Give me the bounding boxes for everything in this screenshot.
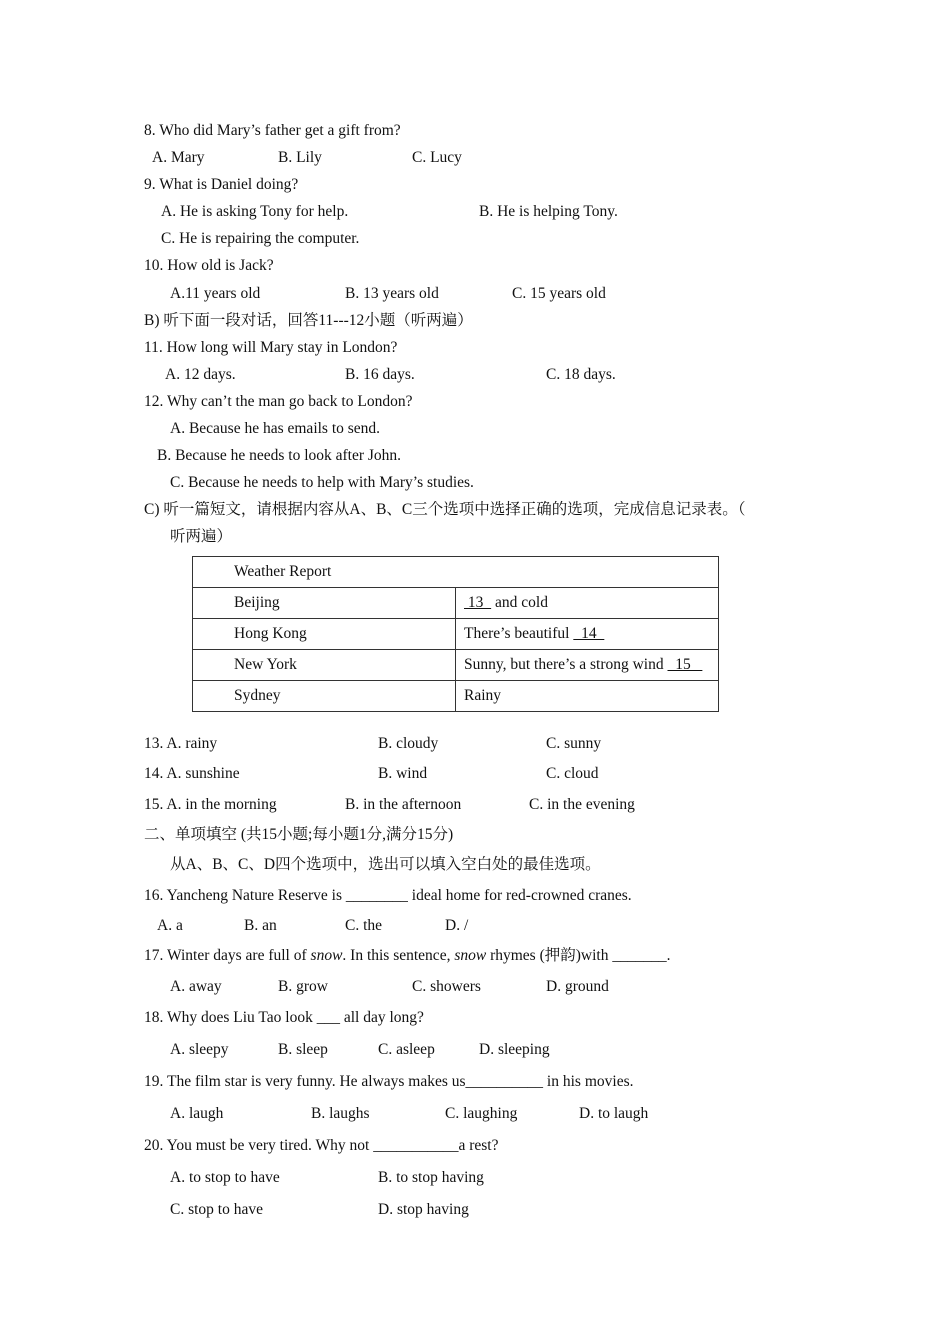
table-header-row <box>193 557 719 588</box>
question-17-stem: 17. Winter days are full of snow. In this sentence, snow rhymes (押韵)with _______. <box>144 947 671 964</box>
question-20-option-b: B. to stop having <box>378 1169 484 1186</box>
city-cell: Hong Kong <box>193 619 456 650</box>
section-b-heading: B) 听下面一段对话，回答11---12小题（听两遍） <box>144 312 473 329</box>
question-12-option-c: C. Because he needs to help with Mary’s studies. <box>170 474 474 491</box>
question-9-option-b: B. He is helping Tony. <box>479 203 618 220</box>
question-20-option-d: D. stop having <box>378 1201 469 1218</box>
question-15-option-b: B. in the afternoon <box>345 796 462 813</box>
weather-cell: Rainy <box>456 681 719 712</box>
table-row <box>193 588 719 619</box>
question-18-option-c: C. asleep <box>378 1041 435 1058</box>
question-13-option-a: 13. A. rainy <box>144 735 218 752</box>
question-8-option-a: A. Mary <box>152 149 205 166</box>
question-19-option-a: A. laugh <box>170 1105 224 1122</box>
question-18-option-d: D. sleeping <box>479 1041 550 1058</box>
question-14-option-c: C. cloud <box>546 765 599 782</box>
question-19-option-d: D. to laugh <box>579 1105 649 1122</box>
question-9-option-c: C. He is repairing the computer. <box>161 230 360 247</box>
question-17-option-a: A. away <box>170 978 222 995</box>
city-cell: Beijing <box>193 588 456 619</box>
question-12-option-a: A. Because he has emails to send. <box>170 420 381 437</box>
weather-cell: There’s beautiful 14 <box>456 619 719 650</box>
question-13-option-c: C. sunny <box>546 735 602 752</box>
question-11-option-b: B. 16 days. <box>345 366 415 383</box>
question-16-option-d: D. / <box>445 917 469 934</box>
part-2-instruction: 从A、B、C、D四个选项中，选出可以填入空白处的最佳选项。 <box>170 856 601 873</box>
question-18-option-a: A. sleepy <box>170 1041 229 1058</box>
question-10-option-b: B. 13 years old <box>345 285 439 302</box>
question-20-stem: 20. You must be very tired. Why not ___________a rest? <box>144 1137 499 1154</box>
question-16-option-c: C. the <box>345 917 383 934</box>
question-10-option-c: C. 15 years old <box>512 285 606 302</box>
blank-15: 15 <box>667 656 703 673</box>
question-10-option-a: A.11 years old <box>170 285 261 302</box>
part-2-title: 二、单项填空 (共15小题;每小题1分,满分15分) <box>144 826 454 843</box>
weather-cell: Sunny, but there’s a strong wind 15 <box>456 650 719 681</box>
question-11-option-c: C. 18 days. <box>546 366 616 383</box>
question-19-option-b: B. laughs <box>311 1105 370 1122</box>
section-c-heading: C) 听一篇短文，请根据内容从A、B、C三个选项中选择正确的选项，完成信息记录表。（ <box>144 501 746 518</box>
question-20-option-c: C. stop to have <box>170 1201 263 1218</box>
question-9-option-a: A. He is asking Tony for help. <box>161 203 349 220</box>
question-14-option-a: 14. A. sunshine <box>144 765 240 782</box>
question-10-stem: 10. How old is Jack? <box>144 257 274 274</box>
table-row <box>193 619 719 650</box>
blank-14: 14 <box>573 625 605 642</box>
question-18-stem: 18. Why does Liu Tao look ___ all day long? <box>144 1009 424 1026</box>
question-20-option-a: A. to stop to have <box>170 1169 280 1186</box>
question-9-stem: 9. What is Daniel doing? <box>144 176 299 193</box>
question-13-option-b: B. cloudy <box>378 735 439 752</box>
question-17-option-c: C. showers <box>412 978 481 995</box>
question-17-option-b: B. grow <box>278 978 328 995</box>
question-12-stem: 12. Why can’t the man go back to London? <box>144 393 413 410</box>
question-15-option-a: 15. A. in the morning <box>144 796 277 813</box>
question-12-option-b: B. Because he needs to look after John. <box>157 447 402 464</box>
question-15-option-c: C. in the evening <box>529 796 635 813</box>
table-row <box>193 681 719 712</box>
city-cell: Sydney <box>193 681 456 712</box>
weather-cell: 13 and cold <box>456 588 719 619</box>
question-19-stem: 19. The film star is very funny. He always makes us__________ in his movies. <box>144 1073 634 1090</box>
question-16-option-b: B. an <box>244 917 277 934</box>
table-row <box>193 650 719 681</box>
question-17-option-d: D. ground <box>546 978 609 995</box>
question-11-stem: 11. How long will Mary stay in London? <box>144 339 398 356</box>
question-8-stem: 8. Who did Mary’s father get a gift from? <box>144 122 401 139</box>
question-8-option-c: C. Lucy <box>412 149 462 166</box>
section-c-heading-cont: 听两遍） <box>170 528 233 545</box>
question-18-option-b: B. sleep <box>278 1041 328 1058</box>
blank-13: 13 <box>464 594 492 611</box>
table-header: Weather Report <box>193 557 719 588</box>
question-8-option-b: B. Lily <box>278 149 322 166</box>
question-14-option-b: B. wind <box>378 765 428 782</box>
question-19-option-c: C. laughing <box>445 1105 518 1122</box>
weather-report-table <box>192 556 719 712</box>
question-11-option-a: A. 12 days. <box>165 366 236 383</box>
city-cell: New York <box>193 650 456 681</box>
question-16-stem: 16. Yancheng Nature Reserve is ________ ideal home for red-crowned cranes. <box>144 887 632 904</box>
question-16-option-a: A. a <box>157 917 183 934</box>
